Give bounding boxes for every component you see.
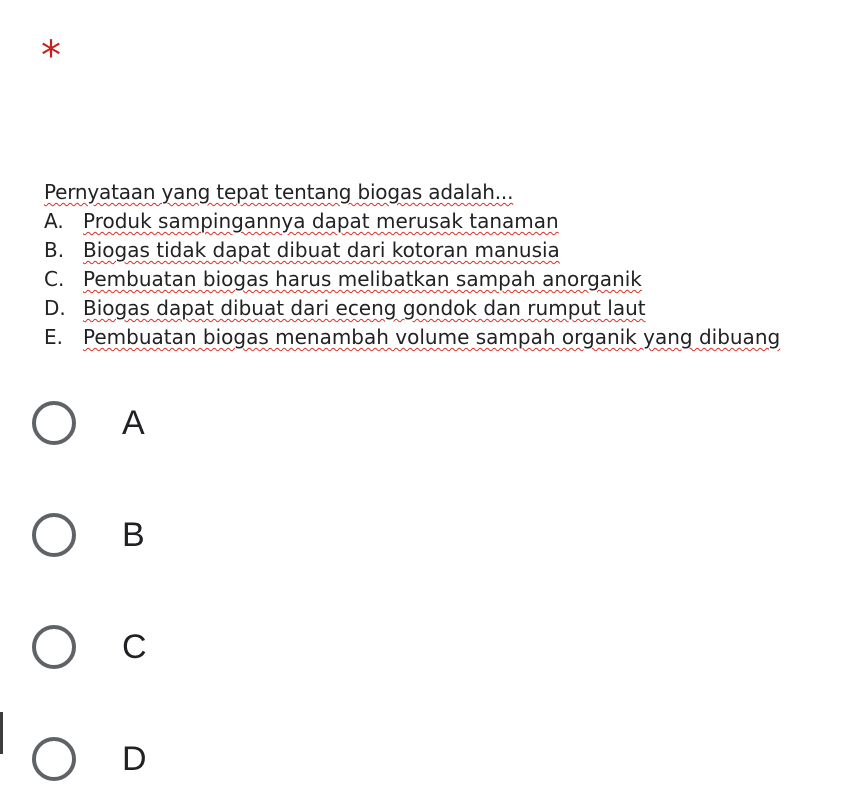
question-option-d [44, 294, 824, 323]
question-stem: Pernyataan yang tepat tentang biogas adalah... [44, 180, 514, 204]
option-text: Pembuatan biogas harus melibatkan sampah anorganik [83, 267, 642, 291]
focus-indicator [0, 712, 3, 754]
choice-a[interactable] [32, 395, 145, 451]
choice-label: A [122, 403, 145, 442]
choice-label: B [122, 515, 145, 554]
choice-label: C [122, 627, 147, 666]
option-letter: E. [44, 325, 63, 349]
option-letter: A. [44, 209, 64, 233]
option-text: Produk sampingannya dapat merusak tanaman [83, 209, 559, 233]
option-text: Biogas dapat dibuat dari eceng gondok dan rumput laut [83, 296, 646, 320]
question-option-c [44, 265, 824, 294]
choice-label: D [122, 739, 147, 778]
question-option-b [44, 236, 824, 265]
choice-d[interactable] [32, 731, 147, 787]
radio-button-icon[interactable] [32, 513, 76, 557]
option-letter: C. [44, 267, 65, 291]
radio-button-icon[interactable] [32, 401, 76, 445]
question-image [44, 178, 824, 352]
required-asterisk: * [41, 33, 61, 79]
choice-b[interactable] [32, 507, 145, 563]
radio-button-icon[interactable] [32, 625, 76, 669]
radio-button-icon[interactable] [32, 737, 76, 781]
question-option-e [44, 323, 824, 352]
option-text: Biogas tidak dapat dibuat dari kotoran manusia [83, 238, 560, 262]
option-letter: B. [44, 238, 65, 262]
option-text: Pembuatan biogas menambah volume sampah organik yang dibuang [83, 325, 781, 349]
choice-c[interactable] [32, 619, 147, 675]
question-option-a [44, 207, 824, 236]
option-letter: D. [44, 296, 66, 320]
